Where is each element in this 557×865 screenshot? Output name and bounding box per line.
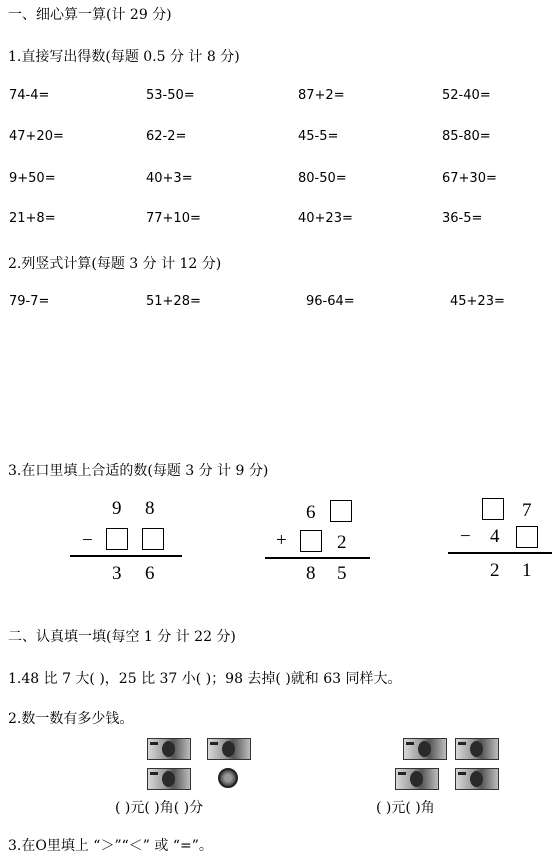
digit: 4 bbox=[490, 526, 500, 547]
answer-box[interactable] bbox=[330, 500, 352, 522]
calc-item: 85-80= bbox=[442, 129, 491, 144]
digit: 7 bbox=[522, 500, 532, 521]
digit: 2 bbox=[490, 560, 500, 581]
money-answer-left: ( )元( )角( )分 bbox=[115, 800, 204, 816]
banknote-image bbox=[403, 738, 447, 760]
digit: 2 bbox=[337, 532, 347, 553]
digit: 8 bbox=[145, 498, 155, 519]
calc-item: 47+20= bbox=[9, 129, 64, 144]
digit: 6 bbox=[145, 563, 155, 584]
calc-item: 77+10= bbox=[146, 211, 201, 226]
digit: 6 bbox=[306, 502, 316, 523]
calc-item: 53-50= bbox=[146, 88, 195, 103]
operator: + bbox=[276, 530, 287, 551]
digit: 3 bbox=[112, 563, 122, 584]
calc-item: 62-2= bbox=[146, 129, 187, 144]
digit: 1 bbox=[522, 560, 532, 581]
vertical-calc-item: 51+28= bbox=[146, 294, 201, 309]
sum-line bbox=[448, 552, 552, 554]
digit: 5 bbox=[337, 563, 347, 584]
sum-line bbox=[70, 555, 182, 557]
calc-item: 21+8= bbox=[9, 211, 56, 226]
digit: 8 bbox=[306, 563, 316, 584]
banknote-image bbox=[147, 738, 191, 760]
vertical-calc-item: 96-64= bbox=[306, 294, 355, 309]
vertical-calc-item: 79-7= bbox=[9, 294, 50, 309]
banknote-image bbox=[455, 738, 499, 760]
answer-box[interactable] bbox=[106, 528, 128, 550]
calc-item: 45-5= bbox=[298, 129, 339, 144]
vertical-calc-item: 45+23= bbox=[450, 294, 505, 309]
operator: − bbox=[82, 530, 93, 551]
banknote-image bbox=[395, 768, 439, 790]
calc-item: 67+30= bbox=[442, 171, 497, 186]
calc-item: 36-5= bbox=[442, 211, 483, 226]
answer-box[interactable] bbox=[300, 530, 322, 552]
calc-item: 52-40= bbox=[442, 88, 491, 103]
calc-item: 87+2= bbox=[298, 88, 345, 103]
q3-title: 3.在口里填上合适的数(每题 3 分 计 9 分) bbox=[8, 463, 269, 479]
calc-item: 40+3= bbox=[146, 171, 193, 186]
money-answer-right: ( )元( )角 bbox=[376, 800, 435, 816]
calc-item: 80-50= bbox=[298, 171, 347, 186]
calc-item: 40+23= bbox=[298, 211, 353, 226]
banknote-image bbox=[147, 768, 191, 790]
digit: 9 bbox=[112, 498, 122, 519]
calc-item: 74-4= bbox=[9, 88, 50, 103]
sum-line bbox=[265, 557, 370, 559]
section2-title: 二、认真填一填(每空 1 分 计 22 分) bbox=[8, 629, 236, 645]
q1-title: 1.直接写出得数(每题 0.5 分 计 8 分) bbox=[8, 49, 240, 65]
banknote-image bbox=[207, 738, 251, 760]
compare-question-title: 3.在O里填上 “＞”“＜” 或 “=”。 bbox=[8, 838, 213, 854]
operator: − bbox=[460, 526, 471, 547]
answer-box[interactable] bbox=[142, 528, 164, 550]
coin-image bbox=[218, 768, 238, 788]
count-money-title: 2.数一数有多少钱。 bbox=[8, 711, 134, 727]
banknote-image bbox=[455, 768, 499, 790]
section1-title: 一、细心算一算(计 29 分) bbox=[8, 7, 172, 23]
q2-title: 2.列竖式计算(每题 3 分 计 12 分) bbox=[8, 256, 222, 272]
answer-box[interactable] bbox=[482, 498, 504, 520]
answer-box[interactable] bbox=[516, 526, 538, 548]
fill-question-1: 1.48 比 7 大( )，25 比 37 小( )；98 去掉( )就和 63 同样大。 bbox=[8, 671, 402, 687]
calc-item: 9+50= bbox=[9, 171, 56, 186]
